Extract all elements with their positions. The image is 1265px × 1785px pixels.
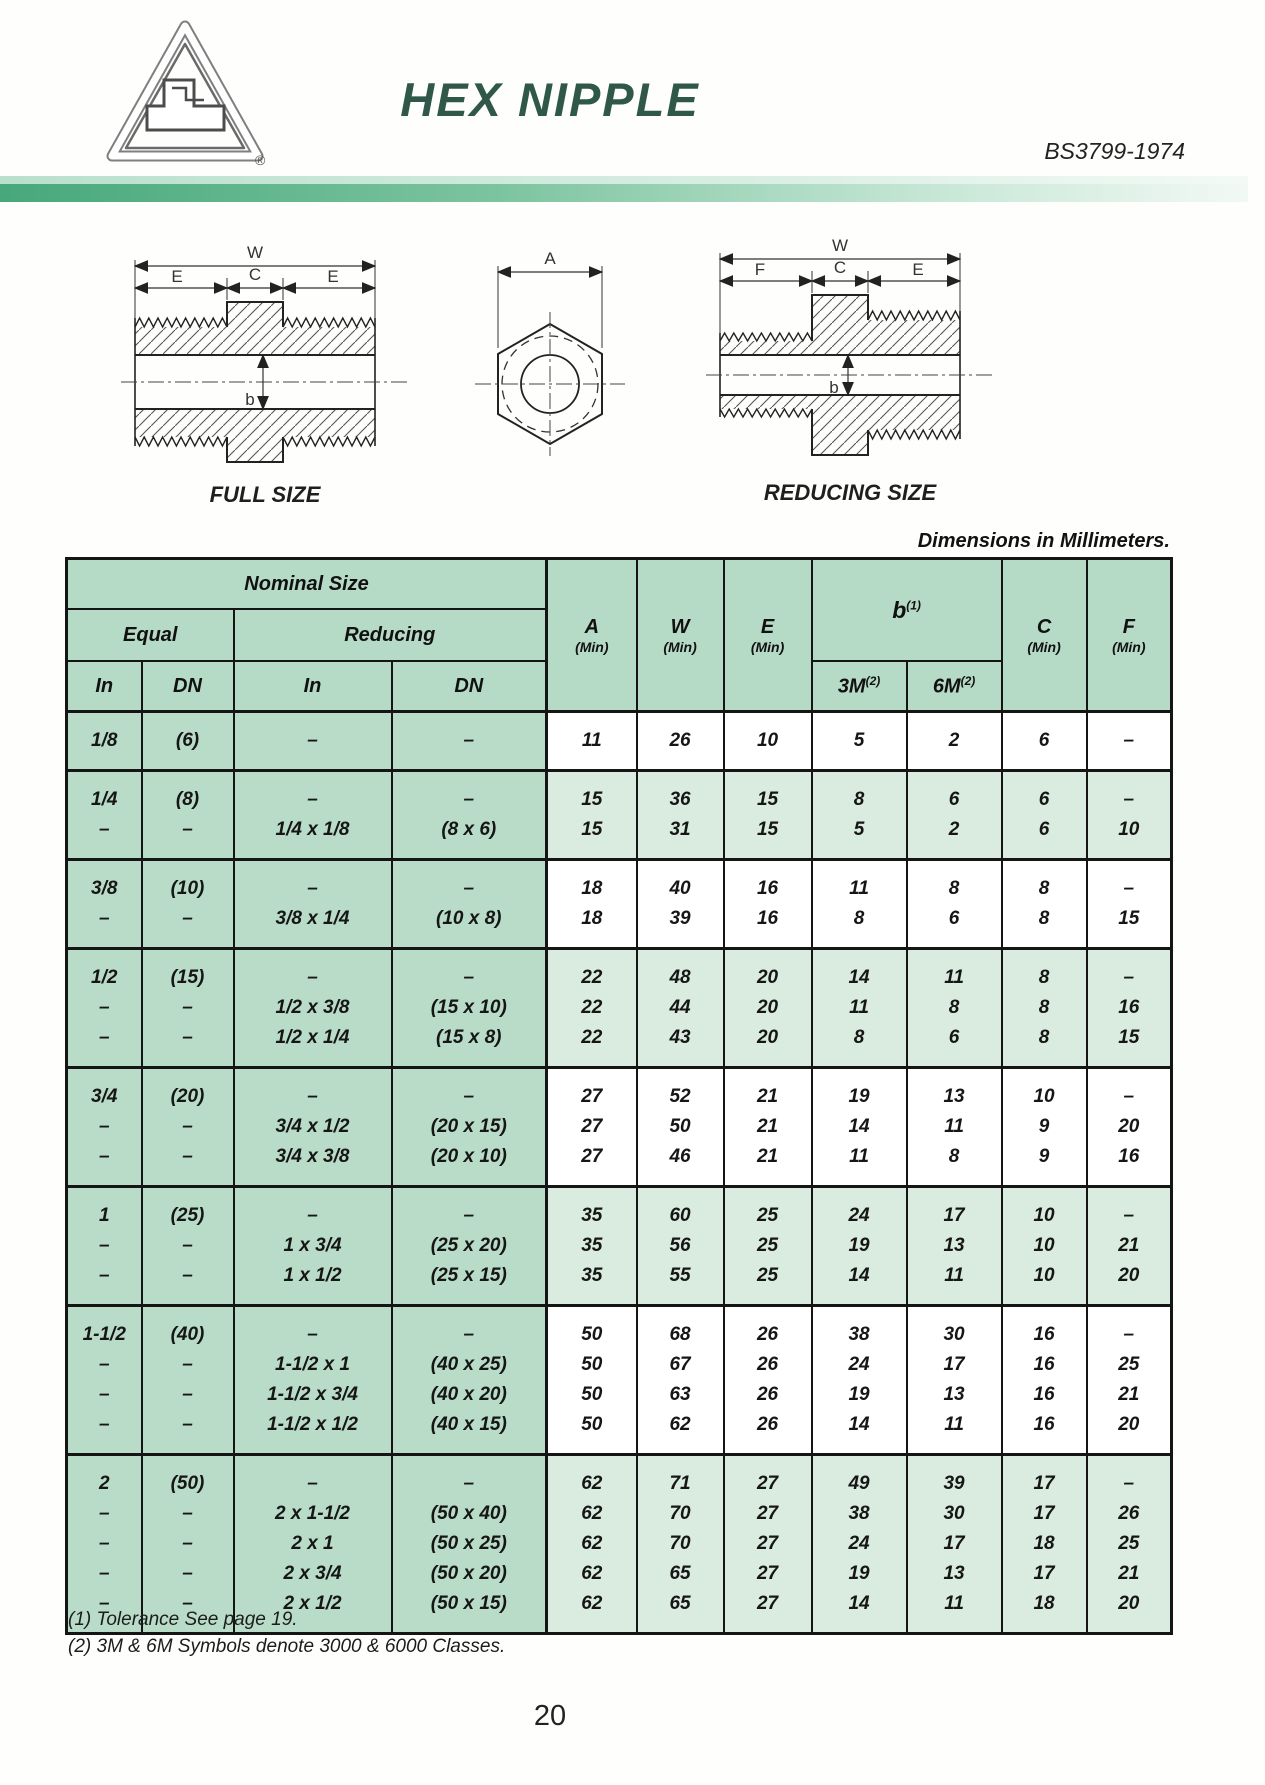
header-f: F (Min) [1087,559,1172,712]
value-cell: 8 5 [812,771,907,860]
spec-group-row [67,712,1172,771]
hatch-region-bottom [135,409,375,462]
value-cell: 16 16 16 16 [1002,1306,1087,1455]
value-cell: 27 27 27 27 27 [724,1455,812,1634]
value-cell: 11 8 [812,860,907,949]
value-cell: 10 10 10 [1002,1187,1087,1306]
nominal-cell: (25) – – [142,1187,234,1306]
value-cell: 35 35 35 [547,1187,637,1306]
value-cell: 11 8 6 [907,949,1002,1068]
value-cell: 40 39 [637,860,724,949]
nominal-cell: – 1 x 3/4 1 x 1/2 [234,1187,392,1306]
value-cell: 8 8 [1002,860,1087,949]
nominal-cell: – (8 x 6) [392,771,547,860]
nominal-cell: (10) – [142,860,234,949]
thread-top-right [868,311,960,320]
value-cell: 30 17 13 11 [907,1306,1002,1455]
value-cell: – 25 21 20 [1087,1306,1172,1455]
value-cell: – 20 16 [1087,1068,1172,1187]
hatch-region-bottom [720,395,960,455]
value-cell: 18 18 [547,860,637,949]
value-cell: 27 27 27 [547,1068,637,1187]
page-title: HEX NIPPLE [400,73,700,126]
header-a: A (Min) [547,559,637,712]
value-cell: 21 21 21 [724,1068,812,1187]
nominal-cell: – (40 x 25) (40 x 20) (40 x 15) [392,1306,547,1455]
dim-label-w: W [246,243,264,262]
nominal-cell: – [234,712,392,771]
header-reducing-in: In [234,661,392,712]
brand-logo-icon [100,18,275,168]
header-equal-in: In [67,661,142,712]
nominal-cell: (40) – – – [142,1306,234,1455]
value-cell: 10 9 9 [1002,1068,1087,1187]
header-equal: Equal [67,609,234,661]
thread-top-right [283,318,375,327]
header-equal-dn: DN [142,661,234,712]
value-cell: – 15 [1087,860,1172,949]
registered-trademark: ® [255,152,266,168]
dim-label-e1: E [171,267,183,286]
value-cell: 26 26 26 26 [724,1306,812,1455]
hatch-region-top [135,302,375,355]
dim-label-a: A [544,249,556,268]
nominal-cell: – (25 x 20) (25 x 15) [392,1187,547,1306]
value-cell: 39 30 17 13 11 [907,1455,1002,1634]
value-cell: 10 [724,712,812,771]
nominal-cell: 1/4 – [67,771,142,860]
value-cell: 68 67 63 62 [637,1306,724,1455]
header-b: $b^{(1)}$ [812,559,1002,662]
value-cell: 6 6 [1002,771,1087,860]
thread-bottom-left [135,437,227,446]
header-reducing-dn: DN [392,661,547,712]
value-cell: 52 50 46 [637,1068,724,1187]
dim-label-c: C [248,265,262,284]
value-cell: 50 50 50 50 [547,1306,637,1455]
spec-group-row [67,1306,1172,1455]
nominal-cell: – [392,712,547,771]
header-c: C (Min) [1002,559,1087,712]
value-cell: 14 11 8 [812,949,907,1068]
nominal-cell: – 1/4 x 1/8 [234,771,392,860]
value-cell: 8 6 [907,860,1002,949]
spec-group-row [67,1187,1172,1306]
value-cell: 8 8 8 [1002,949,1087,1068]
brand-logo [100,18,275,168]
dim-label-c: C [833,258,847,277]
value-cell: 19 14 11 [812,1068,907,1187]
header-w: W (Min) [637,559,724,712]
thread-top-left [135,318,227,327]
spec-group-row [67,860,1172,949]
nominal-cell: – 3/4 x 1/2 3/4 x 3/8 [234,1068,392,1187]
value-cell: 49 38 24 19 14 [812,1455,907,1634]
nominal-cell: 3/4 – – [67,1068,142,1187]
value-cell: 38 24 19 14 [812,1306,907,1455]
value-cell: 71 70 70 65 65 [637,1455,724,1634]
thread-top-left [720,333,812,341]
header-e: E (Min) [724,559,812,712]
value-cell: 13 11 8 [907,1068,1002,1187]
value-cell: 22 22 22 [547,949,637,1068]
nominal-cell: (50) – – – – [142,1455,234,1634]
value-cell: 17 13 11 [907,1187,1002,1306]
value-cell: 5 [812,712,907,771]
nominal-cell: 2 – – – – [67,1455,142,1634]
value-cell: – 10 [1087,771,1172,860]
dim-label-b: b [245,390,255,409]
nominal-cell: 1-1/2 – – – [67,1306,142,1455]
footnote-2: (2) 3M & 6M Symbols denote 3000 & 6000 Classes. [68,1636,506,1657]
dim-label-e2: E [327,267,339,286]
spec-group-row [67,1068,1172,1187]
hex-end-view-drawing [465,222,635,492]
nominal-cell: (6) [142,712,234,771]
spec-table-body [67,712,1172,1634]
nominal-cell: – 3/8 x 1/4 [234,860,392,949]
footnotes [68,1606,505,1660]
header-6m: $6M^{(2)}$ [907,661,1002,712]
value-cell: 11 [547,712,637,771]
dim-label-f: F [754,260,766,279]
hatch-region-top [720,295,960,355]
nominal-cell: (15) – – [142,949,234,1068]
nominal-cell: 1 – – [67,1187,142,1306]
spec-table [65,557,1173,1635]
value-cell: – 16 15 [1087,949,1172,1068]
nominal-cell: 1/8 [67,712,142,771]
reducing-size-label: REDUCING SIZE [763,480,937,505]
thread-bottom-right [283,437,375,446]
nominal-cell: (20) – – [142,1068,234,1187]
value-cell: 48 44 43 [637,949,724,1068]
dim-label-b: b [829,378,839,397]
value-cell: 6 [1002,712,1087,771]
value-cell: 60 56 55 [637,1187,724,1306]
nominal-cell: – 1-1/2 x 1 1-1/2 x 3/4 1-1/2 x 1/2 [234,1306,392,1455]
nominal-cell: 1/2 – – [67,949,142,1068]
value-cell: 25 25 25 [724,1187,812,1306]
spec-group-row [67,771,1172,860]
value-cell: – 26 25 21 20 [1087,1455,1172,1634]
nominal-cell: – (15 x 10) (15 x 8) [392,949,547,1068]
nominal-cell: – (50 x 40) (50 x 25) (50 x 20) (50 x 15) [392,1455,547,1634]
dim-label-e: E [912,260,924,279]
value-cell: 62 62 62 62 62 [547,1455,637,1634]
spec-group-row [67,949,1172,1068]
full-size-label: FULL SIZE [209,482,321,507]
value-cell: 24 19 14 [812,1187,907,1306]
reducing-size-drawing [700,215,1000,485]
nominal-cell: – 1/2 x 3/8 1/2 x 1/4 [234,949,392,1068]
units-note: Dimensions in Millimeters. [917,530,1170,552]
value-cell: 20 20 20 [724,949,812,1068]
value-cell: 2 [907,712,1002,771]
value-cell: – [1087,712,1172,771]
value-cell: 6 2 [907,771,1002,860]
nominal-cell: – (20 x 15) (20 x 10) [392,1068,547,1187]
footnote-1: (1) Tolerance See page 19. [68,1609,298,1630]
page-number: 20 [533,1700,567,1732]
dim-label-w: W [831,236,849,255]
value-cell: – 21 20 [1087,1187,1172,1306]
header-3m: $3M^{(2)}$ [812,661,907,712]
header-nominal-size: Nominal Size [67,559,547,610]
decorative-bar [0,176,1248,202]
value-cell: 26 [637,712,724,771]
standard-reference: BS3799-1974 [1044,138,1185,164]
header-reducing: Reducing [234,609,547,661]
value-cell: 15 15 [724,771,812,860]
full-size-drawing [115,222,415,492]
value-cell: 36 31 [637,771,724,860]
value-cell: 17 17 18 17 18 [1002,1455,1087,1634]
nominal-cell: 3/8 – [67,860,142,949]
value-cell: 16 16 [724,860,812,949]
value-cell: 15 15 [547,771,637,860]
thread-bottom-right [868,430,960,439]
spec-table-header [67,559,1172,712]
nominal-cell: – (10 x 8) [392,860,547,949]
nominal-cell: (8) – [142,771,234,860]
nominal-cell: – 2 x 1-1/2 2 x 1 2 x 3/4 2 x 1/2 [234,1455,392,1634]
thread-bottom-left [720,409,812,417]
